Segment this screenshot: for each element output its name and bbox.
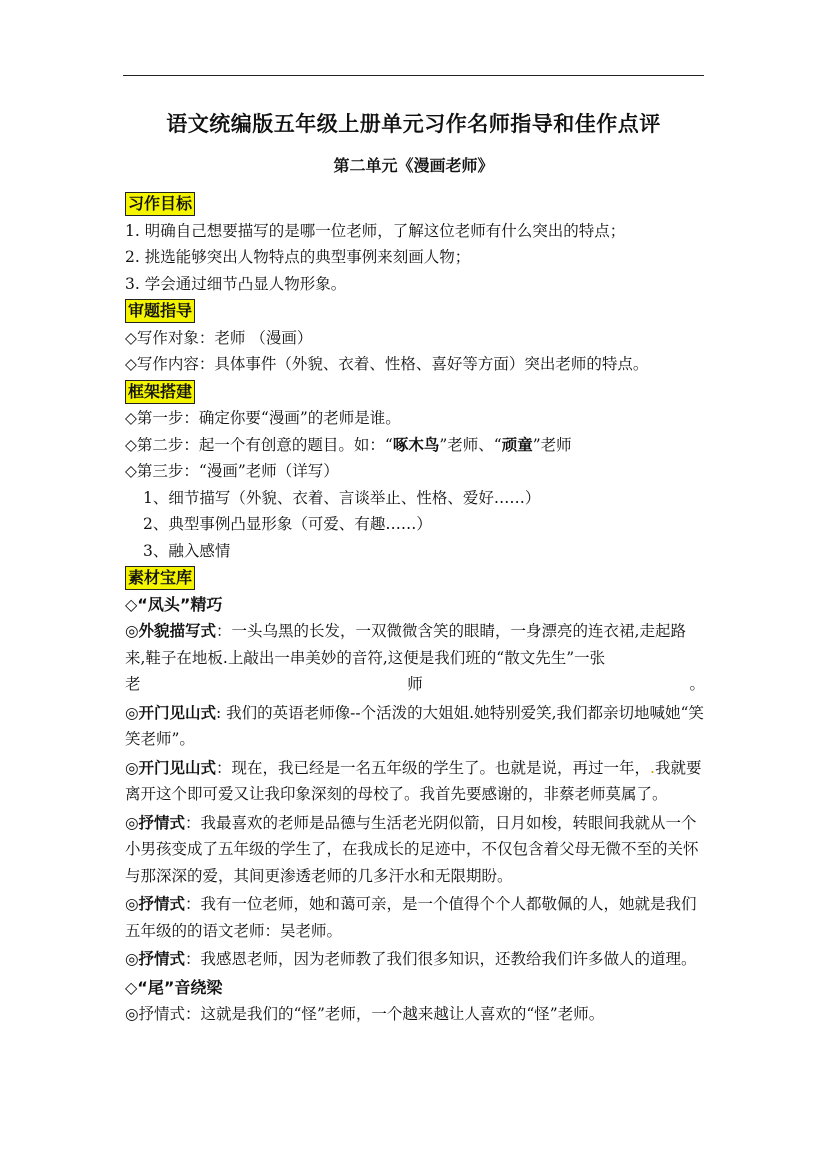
closing-heading: ◇“尾”音绕梁 xyxy=(125,977,223,997)
step2-text: ”老师、“ xyxy=(439,435,502,454)
frame-step-2 xyxy=(125,432,705,459)
paragraph-label: ◎开门见山式 xyxy=(125,703,217,722)
frame-sub-item: 1、细节描写（外貌、衣着、言谈举止、性格、爱好……） xyxy=(143,488,541,507)
material-paragraph xyxy=(125,946,705,973)
paragraph-text: 我就要离开这个即可爱又让我印象深刻的母校了。我首先要感谢的，非蔡老师莫属了。 xyxy=(125,758,702,803)
section-tag-frame: 框架搭建 xyxy=(125,380,195,404)
paragraph-label: ◎抒情式 xyxy=(125,895,186,913)
goal-item: 1. 明确自己想要描写的是哪一位老师，了解这位老师有什么突出的特点； xyxy=(125,221,626,240)
section-tag-goal: 习作目标 xyxy=(125,192,195,216)
review-item: ◇写作对象：老师 （漫画） xyxy=(125,328,313,347)
header-rule xyxy=(123,75,704,76)
paragraph-text: ：一头乌黑的长发，一双微微含笑的眼睛，一身漂亮的连衣裙,走起路来,鞋子在地板.上敲出一串美妙的音符,这便是我们班的“散文先生”一张 xyxy=(125,622,686,667)
frame-sub-item: 2、典型事例凸显形象（可爱、有趣……） xyxy=(143,515,432,533)
step2-keyword: 顽童 xyxy=(501,435,533,454)
step2-text: ◇第二步：起一个有创意的题目。如：“ xyxy=(125,435,393,454)
paragraph-label: ◎抒情式 xyxy=(125,950,186,968)
paragraph-text: ：现在，我已经是一名五年级的学生了。也就是说，再过一年， xyxy=(216,758,651,777)
material-paragraph xyxy=(125,618,705,698)
paragraph-text: 老 xyxy=(125,675,141,693)
document-title: 语文统编版五年级上册单元习作名师指导和佳作点评 xyxy=(166,112,661,136)
material-paragraph xyxy=(125,700,705,753)
paragraph-text: 师 xyxy=(407,675,423,693)
closing-paragraph: ◎抒情式：这就是我们的“怪”老师，一个越来越让人喜欢的“怪”老师。 xyxy=(125,1005,605,1023)
section-tag-review: 审题指导 xyxy=(125,299,195,323)
paragraph-text: 。 xyxy=(689,675,705,693)
paragraph-label: ◎外貌描写式 xyxy=(125,622,217,640)
paragraph-text: ：我感恩老师，因为老师教了我们很多知识，还教给我们许多做人的道理。 xyxy=(185,950,697,968)
paragraph-label: ◎开门见山式 xyxy=(125,758,217,777)
paragraph-text: : 我们的英语老师像--个活泼的大姐姐.她特别爱笑,我们都亲切地喊她“笑笑老师”。 xyxy=(125,703,704,748)
material-paragraph xyxy=(125,755,705,808)
review-item: ◇写作内容：具体事件（外貌、衣着、性格、喜好等方面）突出老师的特点。 xyxy=(125,355,649,373)
step2-keyword: 啄木鸟 xyxy=(392,435,440,454)
stray-mark: . xyxy=(650,758,655,777)
goal-item: 2. 挑选能够突出人物特点的典型事例来刻画人物； xyxy=(125,248,471,266)
section-tag-material: 素材宝库 xyxy=(125,566,195,590)
frame-step-3: ◇第三步：“漫画”老师（详写） xyxy=(125,462,339,480)
goal-item: 3. 学会通过细节凸显人物形象。 xyxy=(125,274,347,293)
opening-heading: ◇“凤头”精巧 xyxy=(125,594,223,614)
frame-sub-item: 3、融入感情 xyxy=(143,541,231,560)
paragraph-text: ：我最喜欢的老师是品德与生活老光阴似箭，日月如梭，转眼间我就从一个小男孩变成了五年级的学生了，在我成长的足迹中，不仅包含着父母无微不至的关怀与那深深的爱，其间更渗透老师的几多汗水和无限期盼。 xyxy=(125,813,699,885)
step2-text: ”老师 xyxy=(532,435,572,454)
document-subtitle: 第二单元《漫画老师》 xyxy=(333,156,494,175)
document-body xyxy=(125,190,705,1028)
material-paragraph xyxy=(125,810,705,890)
paragraph-text: ：我有一位老师，她和蔼可亲，是一个值得个个人都敬佩的人，她就是我们五年级的的语文老师：吴老师。 xyxy=(125,895,697,940)
material-paragraph xyxy=(125,891,705,944)
paragraph-label: ◎抒情式 xyxy=(125,813,186,832)
frame-step-1: ◇第一步：确定你要“漫画”的老师是谁。 xyxy=(125,409,401,427)
